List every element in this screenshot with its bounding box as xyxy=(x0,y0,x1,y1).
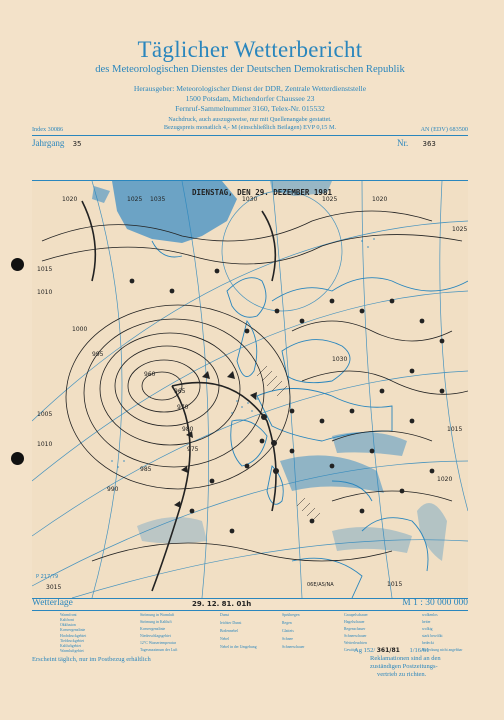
jahrgang-value: 35 xyxy=(72,140,82,148)
ag-code-handwritten: 361/81 xyxy=(376,647,400,654)
legend-item: Kaltfront xyxy=(60,618,74,622)
legend-item: Sprühregen xyxy=(282,613,300,617)
isobar-label: 1020 xyxy=(437,476,453,483)
publisher-line-1: Herausgeber: Meteorologischer Dienst der DDR, Zentrale Wetterdienststelle xyxy=(133,84,367,93)
legend-item: Schnee xyxy=(282,637,293,641)
map-scale: M 1 : 30 000 000 xyxy=(402,598,468,608)
wetterlage-label: Wetterlage xyxy=(32,598,73,608)
legend-item: Nebel in der Umgebung xyxy=(220,645,257,649)
punch-hole-bottom xyxy=(11,452,24,465)
weather-report-sheet xyxy=(32,35,468,663)
isobar-label: 965 xyxy=(174,388,186,395)
legend-item: leichter Dunst xyxy=(220,621,242,625)
legend-item: Strömung in Warmluft xyxy=(140,613,175,617)
map-time: 29. 12. 81. 01h xyxy=(192,600,252,608)
ag-code: Ag 152/ xyxy=(354,647,376,654)
publication-note-visible: Erscheint täglich, nur im Postbezug erhältlich xyxy=(32,656,151,663)
isobar-label: 1020 xyxy=(372,196,388,203)
legend-item: Bedeckung nicht angebbar xyxy=(422,648,463,652)
legend-item: wolkenlos xyxy=(422,613,438,617)
punch-hole-top xyxy=(11,258,24,271)
isobar-label: 1025 xyxy=(127,196,143,203)
issue-number xyxy=(397,138,436,148)
weather-map-graphic xyxy=(32,181,468,598)
isobar-label: 1005 xyxy=(37,411,53,418)
legend-item: Schneeschauer xyxy=(282,645,305,649)
isobar-label: 1010 xyxy=(37,441,53,448)
isobar-label: 1025 xyxy=(452,226,468,233)
legend-item: Warmfront xyxy=(60,613,77,617)
legend-item: Kaltluftgebiet xyxy=(60,644,82,648)
isobar-label: 1025 xyxy=(322,196,338,203)
jahrgang-text: Jahrgang xyxy=(32,138,65,148)
isobar-label: 970 xyxy=(177,404,189,411)
ag-code-line xyxy=(354,647,429,654)
map-scale-code: 3015 xyxy=(46,584,62,591)
isobar-label: 1015 xyxy=(387,581,403,588)
legend-item: bedeckt xyxy=(422,641,434,645)
issue-number-value: 363 xyxy=(422,140,436,148)
legend-item: Gewitter xyxy=(344,648,358,652)
price-note: Bezugspreis monatlich 4,- M (einschließlich Beilagen) EVP 0,15 M. xyxy=(163,124,337,131)
isobar-label: 1030 xyxy=(332,356,348,363)
page-title: Täglicher Wetterbericht xyxy=(137,37,363,62)
map-print-code: P 217/79 xyxy=(36,574,59,580)
page-subtitle: des Meteorologischen Dienstes der Deutschen Demokratischen Republik xyxy=(95,64,405,75)
legend-item: Wetterleuchten xyxy=(344,641,367,645)
legend-item: heiter xyxy=(422,620,431,624)
legend-item: Konvergenzlinie xyxy=(140,627,166,631)
legend-item: Nebel xyxy=(220,637,230,641)
legend-item: Regen xyxy=(282,621,292,625)
legend-item: Graupelschauer xyxy=(344,613,368,617)
legend-item: Strömung in Kaltluft xyxy=(140,620,172,624)
complaint-note-2: zuständigen Postzeitungs- xyxy=(370,663,438,670)
legend-item: Niederschlagsgebiet xyxy=(140,634,171,638)
complaint-note-3: vertrieb zu richten. xyxy=(377,671,427,678)
isobar-label: 985 xyxy=(140,466,152,473)
legend-item: 12°C Wassertemperatur xyxy=(140,641,177,645)
isobar-label: 1000 xyxy=(72,326,88,333)
issue-number-label: Nr. xyxy=(397,138,409,148)
map-station-code: 06E/AS/NA xyxy=(307,582,334,588)
legend-item: stark bewölkt xyxy=(422,634,443,638)
legend-item: Schneeschauer xyxy=(344,634,367,638)
legend-item: Warmluftgebiet xyxy=(60,649,84,653)
isobar-label: 1015 xyxy=(447,426,463,433)
legend-item: wolkig xyxy=(422,627,433,631)
isobar-label: 1020 xyxy=(62,196,78,203)
legend-item: Regenschauer xyxy=(344,627,366,631)
legend-item: Dunst xyxy=(220,613,230,617)
publisher-line-3: Fernruf-Sammelnummer 3160, Telex-Nr. 015532 xyxy=(175,104,325,113)
jahrgang-label xyxy=(32,138,82,148)
legend-item: Hagelschauer xyxy=(344,620,365,624)
isobar-label: 1010 xyxy=(37,289,53,296)
isobar-label: 980 xyxy=(182,426,194,433)
legend-item: Tiefdruckgebiet xyxy=(60,639,85,643)
header-divider xyxy=(32,135,468,136)
reprint-note: Nachdruck, auch auszugsweise, nur mit Quellenangabe gestattet. xyxy=(168,116,332,123)
legend-item: Tagesmaximum der Luft xyxy=(140,648,178,652)
map-date-stamp: DIENSTAG, DEN 29. DEZEMBER 1981 xyxy=(192,188,332,197)
isobar-label: 975 xyxy=(187,446,199,453)
publisher-line-2: 1500 Potsdam, Michendorfer Chaussee 23 xyxy=(185,94,315,103)
an-code: AN (EDV) 683500 xyxy=(420,126,468,133)
isobar-label: 960 xyxy=(144,371,156,378)
ag-code-2: 1/16/61 xyxy=(409,647,430,654)
complaint-note-1: Reklamationen sind an den xyxy=(370,655,441,662)
weather-map xyxy=(32,180,468,599)
legend-item: Bodennebel xyxy=(220,629,239,633)
legend-item: Konvergenzlinie xyxy=(60,628,86,632)
isobar-label: 1015 xyxy=(37,266,53,273)
isobar-label: 990 xyxy=(107,486,119,493)
isobar-label: 995 xyxy=(92,351,104,358)
index-number: Index 30086 xyxy=(32,126,64,133)
isobar-label: 1030 xyxy=(242,196,258,203)
legend-item: Glatteis xyxy=(282,629,294,633)
isobar-label: 1035 xyxy=(150,196,166,203)
legend-item: Hochdruckgebiet xyxy=(60,634,87,638)
legend-item: Okklusion xyxy=(60,623,76,627)
